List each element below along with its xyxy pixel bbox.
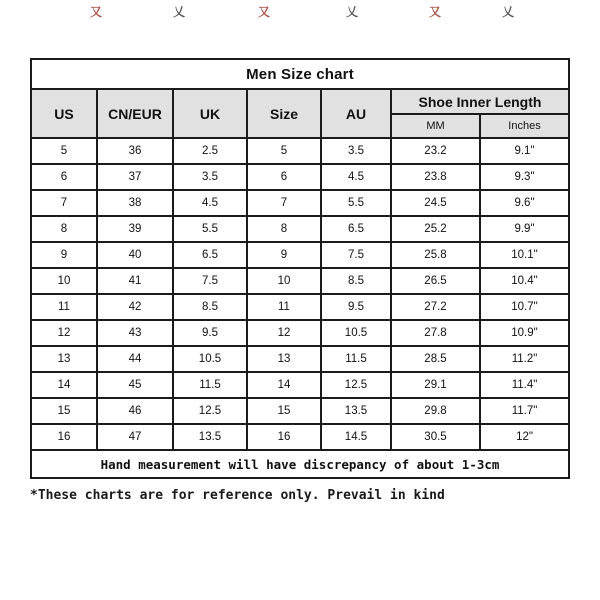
table-cell: 11.2" — [480, 346, 569, 372]
table-cell: 9 — [31, 242, 97, 268]
table-cell: 16 — [31, 424, 97, 450]
table-cell: 7.5 — [321, 242, 391, 268]
table-cell: 24.5 — [391, 190, 480, 216]
table-row — [31, 294, 569, 320]
table-cell: 11 — [31, 294, 97, 320]
col-header-cn-eur: CN/EUR — [97, 89, 173, 138]
table-cell: 11.7" — [480, 398, 569, 424]
table-row — [31, 372, 569, 398]
col-header-shoe-inner-length: Shoe Inner Length — [391, 89, 569, 114]
table-row — [31, 138, 569, 164]
table-cell: 11 — [247, 294, 321, 320]
table-cell: 10 — [31, 268, 97, 294]
table-cell: 10.5 — [321, 320, 391, 346]
table-row — [31, 320, 569, 346]
table-cell: 8 — [247, 216, 321, 242]
size-chart-table — [30, 58, 570, 479]
table-cell: 28.5 — [391, 346, 480, 372]
table-cell: 4.5 — [321, 164, 391, 190]
table-cell: 9.1" — [480, 138, 569, 164]
table-cell: 13 — [31, 346, 97, 372]
watermark-glyph: 乂 — [502, 5, 515, 19]
table-cell: 29.8 — [391, 398, 480, 424]
table-cell: 7 — [31, 190, 97, 216]
table-cell: 13.5 — [173, 424, 247, 450]
table-row — [31, 398, 569, 424]
table-row — [31, 242, 569, 268]
table-cell: 9.3" — [480, 164, 569, 190]
col-header-au: AU — [321, 89, 391, 138]
table-row — [31, 164, 569, 190]
table-cell: 10 — [247, 268, 321, 294]
table-cell: 10.5 — [173, 346, 247, 372]
col-header-mm: MM — [391, 114, 480, 138]
table-cell: 4.5 — [173, 190, 247, 216]
col-header-us: US — [31, 89, 97, 138]
table-cell: 39 — [97, 216, 173, 242]
table-cell: 36 — [97, 138, 173, 164]
measurement-note: Hand measurement will have discrepancy of about 1-3cm — [31, 450, 569, 478]
watermark-glyph: 又 — [429, 5, 442, 19]
table-body — [31, 138, 569, 450]
table-cell: 3.5 — [321, 138, 391, 164]
table-cell: 2.5 — [173, 138, 247, 164]
table-row — [31, 216, 569, 242]
table-cell: 23.2 — [391, 138, 480, 164]
table-row — [31, 346, 569, 372]
table-cell: 37 — [97, 164, 173, 190]
reference-footnote: *These charts are for reference only. Prevail in kind — [30, 488, 445, 503]
table-cell: 26.5 — [391, 268, 480, 294]
table-cell: 9 — [247, 242, 321, 268]
table-cell: 6 — [31, 164, 97, 190]
table-cell: 27.2 — [391, 294, 480, 320]
table-cell: 8.5 — [321, 268, 391, 294]
table-cell: 5.5 — [321, 190, 391, 216]
table-cell: 30.5 — [391, 424, 480, 450]
table-cell: 5 — [31, 138, 97, 164]
table-cell: 6 — [247, 164, 321, 190]
table-cell: 10.9" — [480, 320, 569, 346]
table-cell: 13.5 — [321, 398, 391, 424]
table-cell: 10.1" — [480, 242, 569, 268]
table-cell: 42 — [97, 294, 173, 320]
table-row — [31, 424, 569, 450]
table-cell: 38 — [97, 190, 173, 216]
table-row — [31, 190, 569, 216]
table-cell: 45 — [97, 372, 173, 398]
table-cell: 47 — [97, 424, 173, 450]
table-cell: 12.5 — [173, 398, 247, 424]
watermark-glyph: 又 — [90, 5, 103, 19]
table-cell: 3.5 — [173, 164, 247, 190]
table-cell: 11.5 — [173, 372, 247, 398]
col-header-inches: Inches — [480, 114, 569, 138]
table-title: Men Size chart — [31, 59, 569, 89]
table-cell: 6.5 — [321, 216, 391, 242]
table-cell: 10.4" — [480, 268, 569, 294]
col-header-size: Size — [247, 89, 321, 138]
table-cell: 15 — [247, 398, 321, 424]
table-cell: 12 — [247, 320, 321, 346]
table-cell: 25.2 — [391, 216, 480, 242]
table-cell: 29.1 — [391, 372, 480, 398]
table-cell: 11.4" — [480, 372, 569, 398]
table-cell: 11.5 — [321, 346, 391, 372]
table-cell: 14.5 — [321, 424, 391, 450]
table-cell: 8.5 — [173, 294, 247, 320]
table-cell: 44 — [97, 346, 173, 372]
table-cell: 5 — [247, 138, 321, 164]
table-cell: 14 — [247, 372, 321, 398]
table-cell: 7.5 — [173, 268, 247, 294]
table-cell: 9.5 — [173, 320, 247, 346]
table-cell: 6.5 — [173, 242, 247, 268]
table-cell: 41 — [97, 268, 173, 294]
table-cell: 43 — [97, 320, 173, 346]
table-cell: 12" — [480, 424, 569, 450]
table-cell: 23.8 — [391, 164, 480, 190]
table-title-row — [31, 59, 569, 89]
table-cell: 5.5 — [173, 216, 247, 242]
size-chart-container — [30, 58, 570, 479]
watermark-glyph: 乂 — [173, 5, 186, 19]
col-header-uk: UK — [173, 89, 247, 138]
table-cell: 25.8 — [391, 242, 480, 268]
table-cell: 10.7" — [480, 294, 569, 320]
table-cell: 9.6" — [480, 190, 569, 216]
table-cell: 7 — [247, 190, 321, 216]
table-footer-row — [31, 450, 569, 478]
table-cell: 16 — [247, 424, 321, 450]
column-header-row — [31, 89, 569, 114]
table-cell: 15 — [31, 398, 97, 424]
table-cell: 13 — [247, 346, 321, 372]
table-cell: 12 — [31, 320, 97, 346]
table-cell: 46 — [97, 398, 173, 424]
table-cell: 9.9" — [480, 216, 569, 242]
watermark-glyph: 乂 — [346, 5, 359, 19]
table-cell: 9.5 — [321, 294, 391, 320]
table-cell: 8 — [31, 216, 97, 242]
table-cell: 27.8 — [391, 320, 480, 346]
table-cell: 14 — [31, 372, 97, 398]
table-row — [31, 268, 569, 294]
table-cell: 40 — [97, 242, 173, 268]
watermark-glyph: 又 — [258, 5, 271, 19]
table-cell: 12.5 — [321, 372, 391, 398]
